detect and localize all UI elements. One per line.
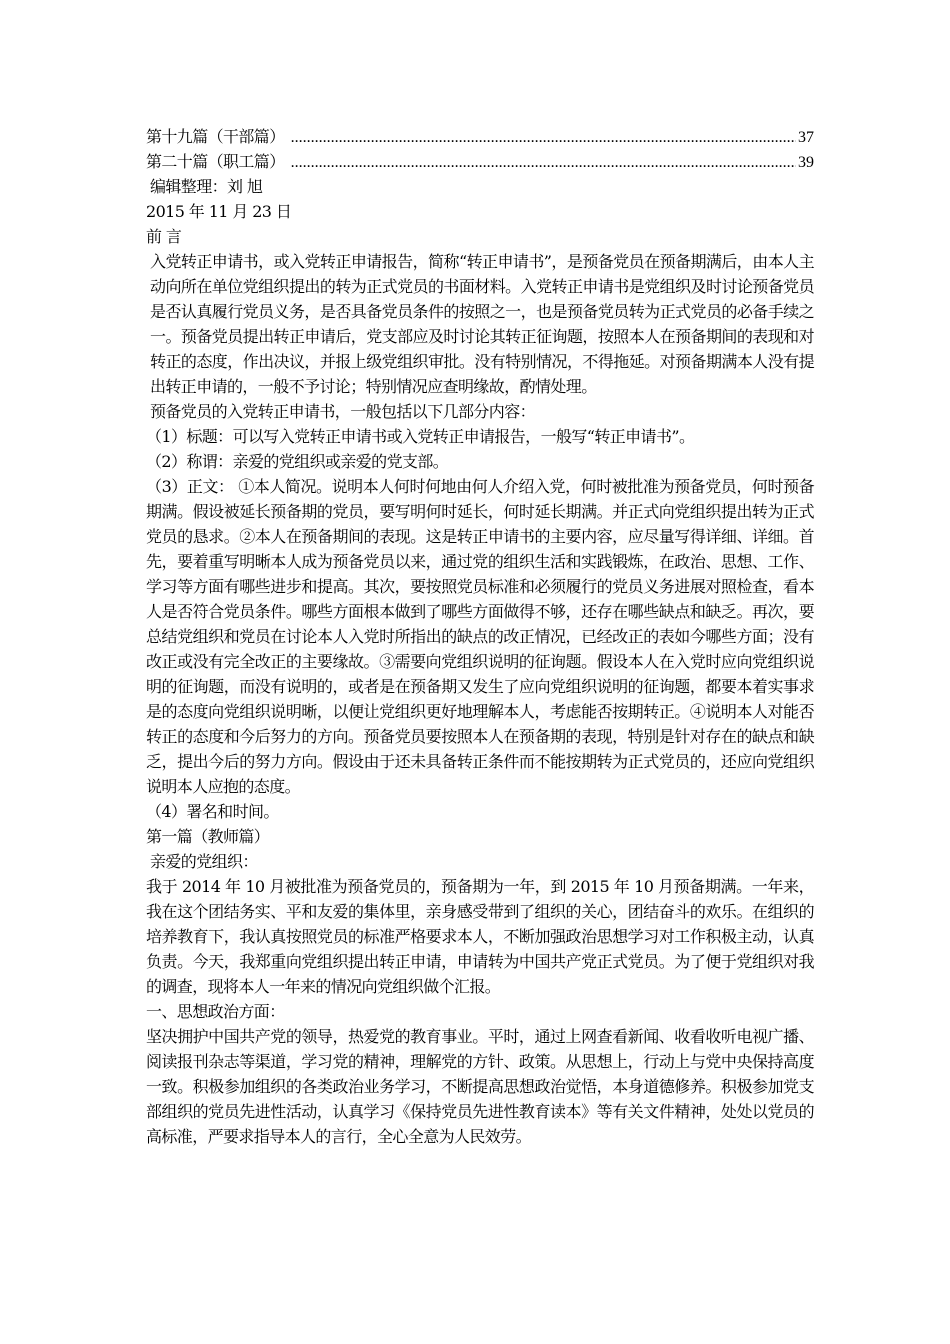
toc-entry-page: 37	[798, 129, 814, 146]
subsection-heading: 一、思想政治方面：	[146, 1002, 285, 1021]
list-item-salutation: （2）称谓：亲爱的党组织或亲爱的党支部。	[146, 452, 449, 471]
toc-leader-dots	[291, 125, 796, 150]
toc-entry[interactable]	[146, 149, 814, 174]
list-item-title: （1）标题：可以写入党转正申请书或入党转正申请报告，一般写“转正申请书”。	[146, 427, 695, 446]
list-item-signature: （4）署名和时间。	[146, 802, 279, 821]
contents-intro: 预备党员的入党转正申请书，一般包括以下几部分内容：	[150, 402, 536, 421]
letter-salutation: 亲爱的党组织：	[150, 852, 258, 871]
politics-paragraph: 坚决拥护中国共产党的领导，热爱党的教育事业。平时，通过上网查看新闻、收看收听电视广播、阅读报刊杂志等渠道，学习党的精神，理解党的方针、政策。从思想上，行动上与党中央保持高度一致。积极参加组织的各类政治业务学习，不断提高思想政治觉悟，本身道德修养。积极参加党支部组织的党员先进性活动，认真学习《保持党员先进性教育读本》等有关文件精神，处处以党员的高标准，严要求指导本人的言行，全心全意为人民效劳。	[146, 1027, 814, 1146]
toc-leader-dots	[291, 150, 796, 175]
editor-credit: 编辑整理：刘 旭	[150, 177, 263, 196]
document-body	[146, 124, 814, 1149]
section-title: 第一篇（教师篇）	[146, 827, 270, 846]
toc-entry-title: 第二十篇（职工篇）	[146, 152, 285, 171]
letter-paragraph: 我于 2014 年 10 月被批准为预备党员的，预备期为一年，到 2015 年 10 月预备期满。一年来，我在这个团结务实、平和友爱的集体里，亲身感受带到了组织的关心，团结奋斗的欢乐。在组织的培养教育下，我认真按照党员的标准严格要求本人，不断加强政治思想学习对工作积极主动，认真负责。今天，我郑重向党组织提出转正申请，申请转为中国共产党正式党员。为了便于党组织对我的调查，现将本人一年来的情况向党组织做个汇报。	[146, 877, 814, 996]
toc-entry[interactable]	[146, 124, 814, 149]
preface-heading: 前 言	[146, 227, 182, 246]
list-item-body: （3）正文： ①本人简况。说明本人何时何地由何人介绍入党，何时被批准为预备党员，何时预备期满。假设被延长预备期的党员，要写明何时延长，何时延长期满。并正式向党组织提出转为正式党员的恳求。②本人在预备期间的表现。这是转正申请书的主要内容，应尽量写得详细、详细。首先，要着重写明晰本人成为预备党员以来，通过党的组织生活和实践锻炼，在政治、思想、工作、学习等方面有哪些进步和提高。其次，要按照党员标准和必须履行的党员义务进展对照检查，看本人是否符合党员条件。哪些方面根本做到了哪些方面做得不够，还存在哪些缺点和缺乏。再次，要总结党组织和党员在讨论本人入党时所指出的缺点的改正情况，已经改正的表如今哪些方面；没有改正或没有完全改正的主要缘故。③需要向党组织说明的征询题。假设本人在入党时应向党组织说明的征询题，而没有说明的，或者是在预备期又发生了应向党组织说明的征询题，都要本着实事求是的态度向党组织说明晰，以便让党组织更好地理解本人，考虑能否按期转正。④说明本人对能否转正的态度和今后努力的方向。预备党员要按照本人在预备期的表现，特别是针对存在的缺点和缺乏，提出今后的努力方向。假设由于还未具备转正条件而不能按期转为正式党员的，还应向党组织说明本人应抱的态度。	[146, 477, 814, 796]
preface-paragraph: 入党转正申请书，或入党转正申请报告，简称“转正申请书”，是预备党员在预备期满后，由本人主动向所在单位党组织提出的转为正式党员的书面材料。入党转正申请书是党组织及时讨论预备党员是否认真履行党员义务，是否具备党员条件的按照之一，也是预备党员转为正式党员的必备手续之一。预备党员提出转正申请后，党支部应及时讨论其转正征询题，按照本人在预备期间的表现和对转正的态度，作出决议，并报上级党组织审批。没有特别情况，不得拖延。对预备期满本人没有提出转正申请的，一般不予讨论；特别情况应查明缘故，酌情处理。	[150, 252, 814, 396]
toc-entry-page: 39	[798, 154, 814, 171]
toc-entry-title: 第十九篇（干部篇）	[146, 127, 285, 146]
document-date: 2015 年 11 月 23 日	[146, 202, 292, 221]
